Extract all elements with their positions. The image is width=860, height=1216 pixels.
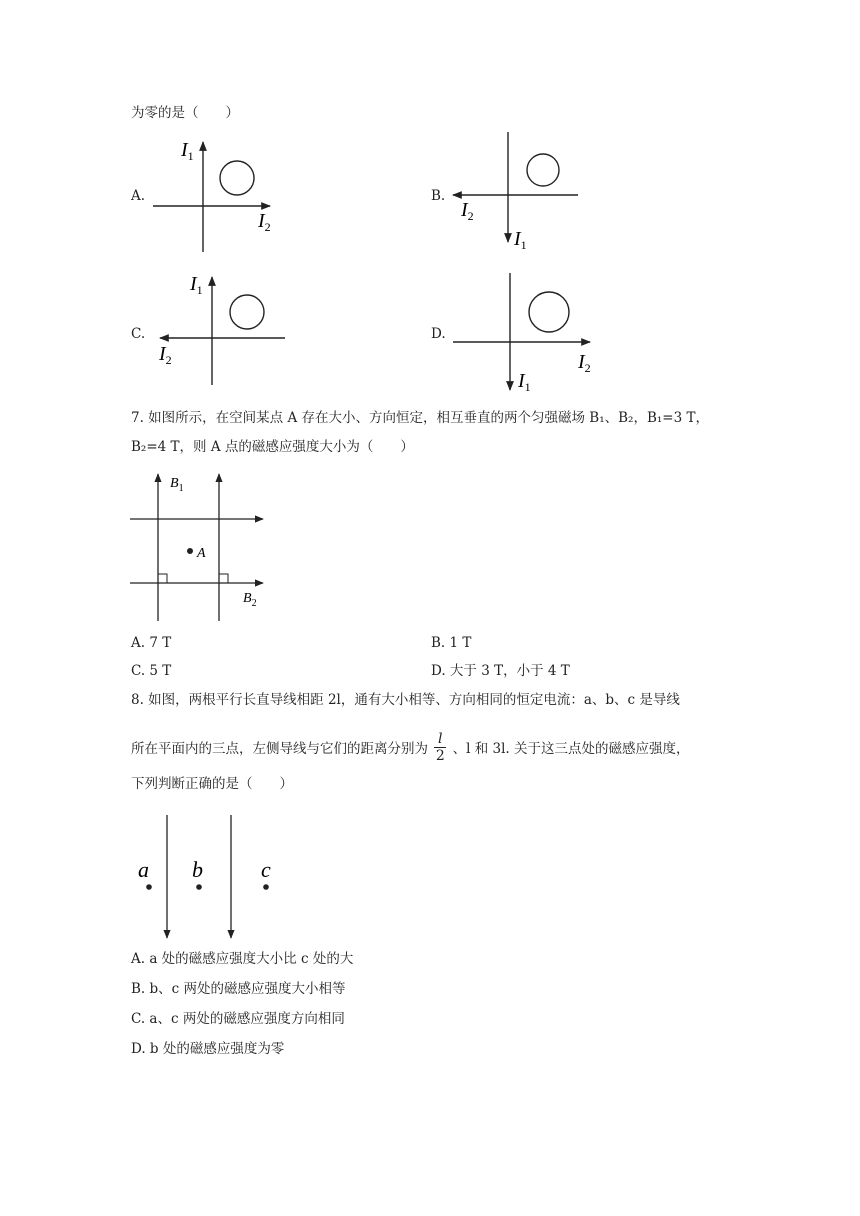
fraction-numerator: l	[434, 731, 446, 748]
i1-label: $I_1$	[514, 228, 527, 252]
q6-option-a-label[interactable]: A.	[131, 188, 146, 204]
q7-figure	[128, 466, 273, 626]
q8-option-a[interactable]: A. a 处的磁感应强度大小比 c 处的大	[131, 951, 354, 967]
loop-circle	[230, 295, 264, 329]
b1-label: $B_1$	[170, 476, 184, 494]
q8-line3: 下列判断正确的是（ ）	[131, 776, 293, 792]
q6-option-b-diagram	[445, 130, 590, 260]
fraction-l-over-2	[434, 731, 446, 764]
point-a-label: a	[138, 857, 149, 882]
q6-option-c-diagram	[150, 265, 295, 390]
q8-line1: 8. 如图，两根平行长直导线相距 2l，通有大小相等、方向相同的恒定电流：a、b、c 是导线	[131, 692, 680, 708]
q6-option-d-label[interactable]: D.	[431, 326, 446, 342]
q7-option-d[interactable]: D. 大于 3 T，小于 4 T	[431, 663, 570, 679]
q8-line2	[131, 733, 689, 766]
q7-option-b[interactable]: B. 1 T	[431, 635, 472, 651]
point-c-dot	[263, 884, 269, 890]
point-b-label: b	[192, 857, 203, 882]
q6-stem-tail: 为零的是（ ）	[131, 105, 239, 121]
i2-label: $I_2$	[461, 199, 474, 223]
q7-line1: 7. 如图所示，在空间某点 A 存在大小、方向恒定，相互垂直的两个匀强磁场 B₁、B₂，B₁=3 T，	[131, 410, 709, 426]
q6-option-d-diagram	[450, 265, 610, 400]
right-angle-mark-left	[158, 574, 167, 583]
i2-label: $I_2$	[578, 351, 591, 375]
loop-circle	[529, 292, 569, 332]
q8-line2-post: 、l 和 3l. 关于这三点处的磁感应强度，	[452, 741, 690, 757]
i1-label: $I_1$	[190, 273, 203, 297]
q6-option-a-diagram	[150, 130, 290, 255]
i1-label: $I_1$	[518, 370, 531, 394]
point-a-dot	[146, 884, 152, 890]
q6-option-c-label[interactable]: C.	[131, 326, 146, 342]
i2-label: $I_2$	[159, 343, 172, 367]
point-a-label: A	[197, 546, 206, 561]
point-c-label: c	[261, 857, 271, 882]
q8-line2-pre: 所在平面内的三点，左侧导线与它们的距离分别为	[131, 741, 428, 757]
point-b-dot	[196, 884, 202, 890]
q8-option-d[interactable]: D. b 处的磁感应强度为零	[131, 1041, 285, 1057]
q8-option-c[interactable]: C. a、c 两处的磁感应强度方向相同	[131, 1011, 345, 1027]
q7-option-a[interactable]: A. 7 T	[131, 635, 172, 651]
i2-label: $I_2$	[258, 210, 271, 234]
point-a-dot	[187, 548, 193, 554]
loop-circle	[220, 161, 254, 195]
fraction-denominator: 2	[435, 748, 445, 764]
q8-figure	[130, 810, 290, 945]
q8-option-b[interactable]: B. b、c 两处的磁感应强度大小相等	[131, 981, 346, 997]
i1-label: $I_1$	[181, 139, 194, 163]
q7-option-c[interactable]: C. 5 T	[131, 663, 172, 679]
loop-circle	[527, 154, 559, 186]
q6-option-b-label[interactable]: B.	[431, 188, 446, 204]
right-angle-mark-right	[219, 574, 228, 583]
b2-label: $B_2$	[243, 591, 257, 609]
q7-line2: B₂=4 T，则 A 点的磁感应强度大小为（ ）	[131, 439, 414, 455]
